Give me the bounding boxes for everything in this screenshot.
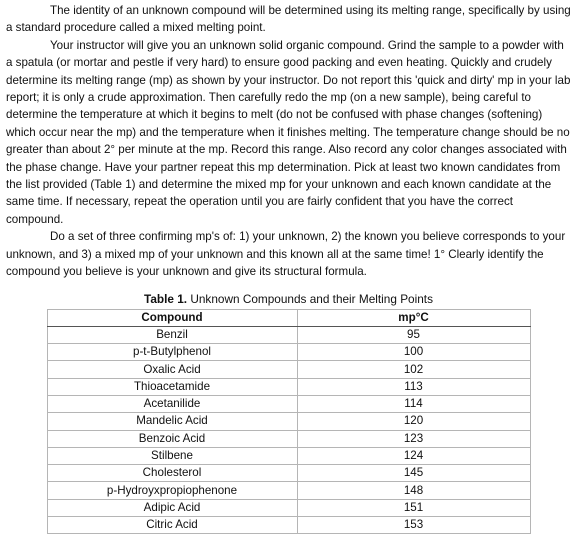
compound-cell: Stilbene <box>47 447 297 464</box>
table-row <box>47 395 530 412</box>
table-row <box>47 413 530 430</box>
compound-cell: Adipic Acid <box>47 499 297 516</box>
table-row <box>47 482 530 499</box>
compound-cell: Acetanilide <box>47 395 297 412</box>
table-caption <box>6 291 571 307</box>
compound-cell: Mandelic Acid <box>47 413 297 430</box>
table-row <box>47 465 530 482</box>
compound-cell: Thioacetamide <box>47 378 297 395</box>
intro-paragraph: The identity of an unknown compound will be determined using its melting range, specifically by using a standard procedure called a mixed melting point. <box>6 2 571 37</box>
table-caption-label: Table 1. <box>144 292 187 306</box>
mp-cell: 153 <box>297 517 530 534</box>
compound-cell: Benzil <box>47 326 297 343</box>
mp-cell: 113 <box>297 378 530 395</box>
mp-cell: 102 <box>297 361 530 378</box>
procedure-paragraph: Your instructor will give you an unknown solid organic compound. Grind the sample to a powder with a spatula (or mortar and pestle if very hard) to ensure good packing and even heating. Quickly and crudely determine its melting range (mp) as shown by your instructor. Do not report this 'quick and dirty' mp in your lab report; it is only a crude approximation. Then carefully redo the mp (on a new sample), being careful to determine the temperature at which it begins to melt (do not be confused with phase changes (softening) which occur near the mp) and the temperature when it finishes melting. The temperature change should be no greater than about 2° per minute at the mp. Record this range. Also record any color changes associated with the phase change. Have your partner repeat this mp determination. Pick at least two known candidates from the list provided (Table 1) and determine the mixed mp for your unknown and each known candidate at the same time. If necessary, repeat the operation until you are fairly confident that you have the correct compound. <box>6 37 571 228</box>
compound-cell: Cholesterol <box>47 465 297 482</box>
table-row <box>47 326 530 343</box>
table-row <box>47 447 530 464</box>
melting-points-table <box>47 309 531 534</box>
table-row <box>47 430 530 447</box>
mp-cell: 124 <box>297 447 530 464</box>
compound-cell: p-Hydroyxpropiophenone <box>47 482 297 499</box>
column-header-compound: Compound <box>47 309 297 326</box>
mp-cell: 148 <box>297 482 530 499</box>
mp-cell: 151 <box>297 499 530 516</box>
compound-cell: Benzoic Acid <box>47 430 297 447</box>
confirmation-paragraph: Do a set of three confirming mp's of: 1) your unknown, 2) the known you believe corresponds to your unknown, and 3) a mixed mp of your unknown and this known all at the same time! 1° Clearly identify the compound you believe is your unknown and give its structural formula. <box>6 228 571 280</box>
column-header-mp: mp°C <box>297 309 530 326</box>
table-row <box>47 378 530 395</box>
mp-cell: 95 <box>297 326 530 343</box>
table-caption-text: Unknown Compounds and their Melting Points <box>187 292 433 306</box>
mp-cell: 100 <box>297 344 530 361</box>
mp-cell: 123 <box>297 430 530 447</box>
mp-cell: 145 <box>297 465 530 482</box>
compound-cell: Oxalic Acid <box>47 361 297 378</box>
mp-cell: 114 <box>297 395 530 412</box>
mp-cell: 120 <box>297 413 530 430</box>
table-row <box>47 499 530 516</box>
table-row <box>47 344 530 361</box>
compound-cell: Citric Acid <box>47 517 297 534</box>
table-row <box>47 361 530 378</box>
table-header-row <box>47 309 530 326</box>
table-row <box>47 517 530 534</box>
compound-cell: p-t-Butylphenol <box>47 344 297 361</box>
